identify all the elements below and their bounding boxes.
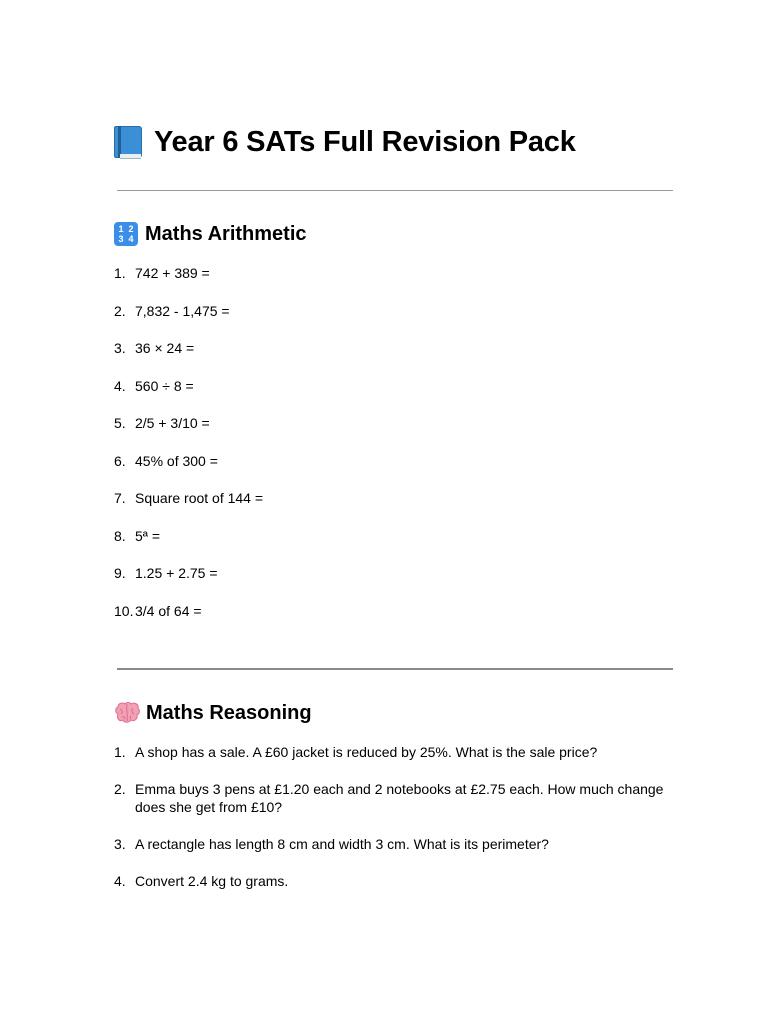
item-number: 10. bbox=[114, 602, 134, 619]
question-text: 560 ÷ 8 = bbox=[135, 377, 194, 394]
question-text: 45% of 300 = bbox=[135, 452, 218, 469]
list-item bbox=[114, 414, 263, 452]
list-item bbox=[114, 780, 674, 816]
item-number: 2. bbox=[114, 781, 126, 797]
question-text: 1.25 + 2.75 = bbox=[135, 565, 218, 581]
question-text: Emma buys 3 pens at £1.20 each and 2 notebooks at £2.75 each. How much change does she get from £10? bbox=[135, 781, 664, 815]
divider bbox=[117, 190, 673, 191]
divider bbox=[117, 668, 673, 670]
question-text: 36 × 24 = bbox=[135, 340, 195, 356]
list-item bbox=[114, 743, 674, 761]
list-item bbox=[114, 302, 263, 340]
list-item bbox=[114, 264, 263, 302]
list-item bbox=[114, 489, 263, 527]
question-text: 5ª = bbox=[135, 527, 161, 544]
item-number: 5. bbox=[114, 415, 126, 431]
item-number: 9. bbox=[114, 565, 126, 581]
list-item bbox=[114, 339, 263, 377]
section-title: Maths Arithmetic bbox=[145, 222, 307, 245]
list-item bbox=[114, 835, 674, 853]
item-number: 6. bbox=[114, 452, 126, 469]
list-item bbox=[114, 527, 263, 565]
item-number: 3. bbox=[114, 836, 126, 852]
page-title-row bbox=[114, 120, 576, 164]
item-number: 1. bbox=[114, 744, 126, 760]
list-item bbox=[114, 602, 263, 640]
section-heading-arithmetic bbox=[114, 219, 307, 249]
item-number: 3. bbox=[114, 340, 126, 356]
question-text: 2/5 + 3/10 = bbox=[135, 415, 210, 431]
item-number: 1. bbox=[114, 265, 126, 281]
input-numbers-icon: 1 2 3 4 bbox=[114, 222, 138, 246]
question-text: 3/4 of 64 = bbox=[135, 602, 202, 619]
item-number: 7. bbox=[114, 490, 126, 506]
question-text: Convert 2.4 kg to grams. bbox=[135, 873, 289, 889]
question-text: A shop has a sale. A £60 jacket is reduced by 25%. What is the sale price? bbox=[135, 744, 598, 760]
list-item bbox=[114, 452, 263, 490]
blue-book-icon bbox=[114, 126, 142, 158]
question-text: A rectangle has length 8 cm and width 3 cm. What is its perimeter? bbox=[135, 836, 549, 852]
arithmetic-question-list bbox=[114, 264, 263, 639]
item-number: 4. bbox=[114, 377, 126, 394]
item-number: 8. bbox=[114, 527, 126, 544]
question-text: 742 + 389 = bbox=[135, 265, 210, 281]
list-item bbox=[114, 564, 263, 602]
list-item bbox=[114, 377, 263, 415]
question-text: 7,832 - 1,475 = bbox=[135, 302, 230, 319]
item-number: 2. bbox=[114, 302, 126, 319]
question-text: Square root of 144 = bbox=[135, 490, 264, 506]
section-title: Maths Reasoning bbox=[146, 701, 312, 724]
reasoning-question-list bbox=[114, 743, 674, 909]
brain-icon bbox=[114, 701, 140, 725]
section-heading-reasoning bbox=[114, 698, 312, 728]
item-number: 4. bbox=[114, 873, 126, 889]
page-title: Year 6 SATs Full Revision Pack bbox=[154, 125, 576, 158]
list-item bbox=[114, 872, 674, 890]
